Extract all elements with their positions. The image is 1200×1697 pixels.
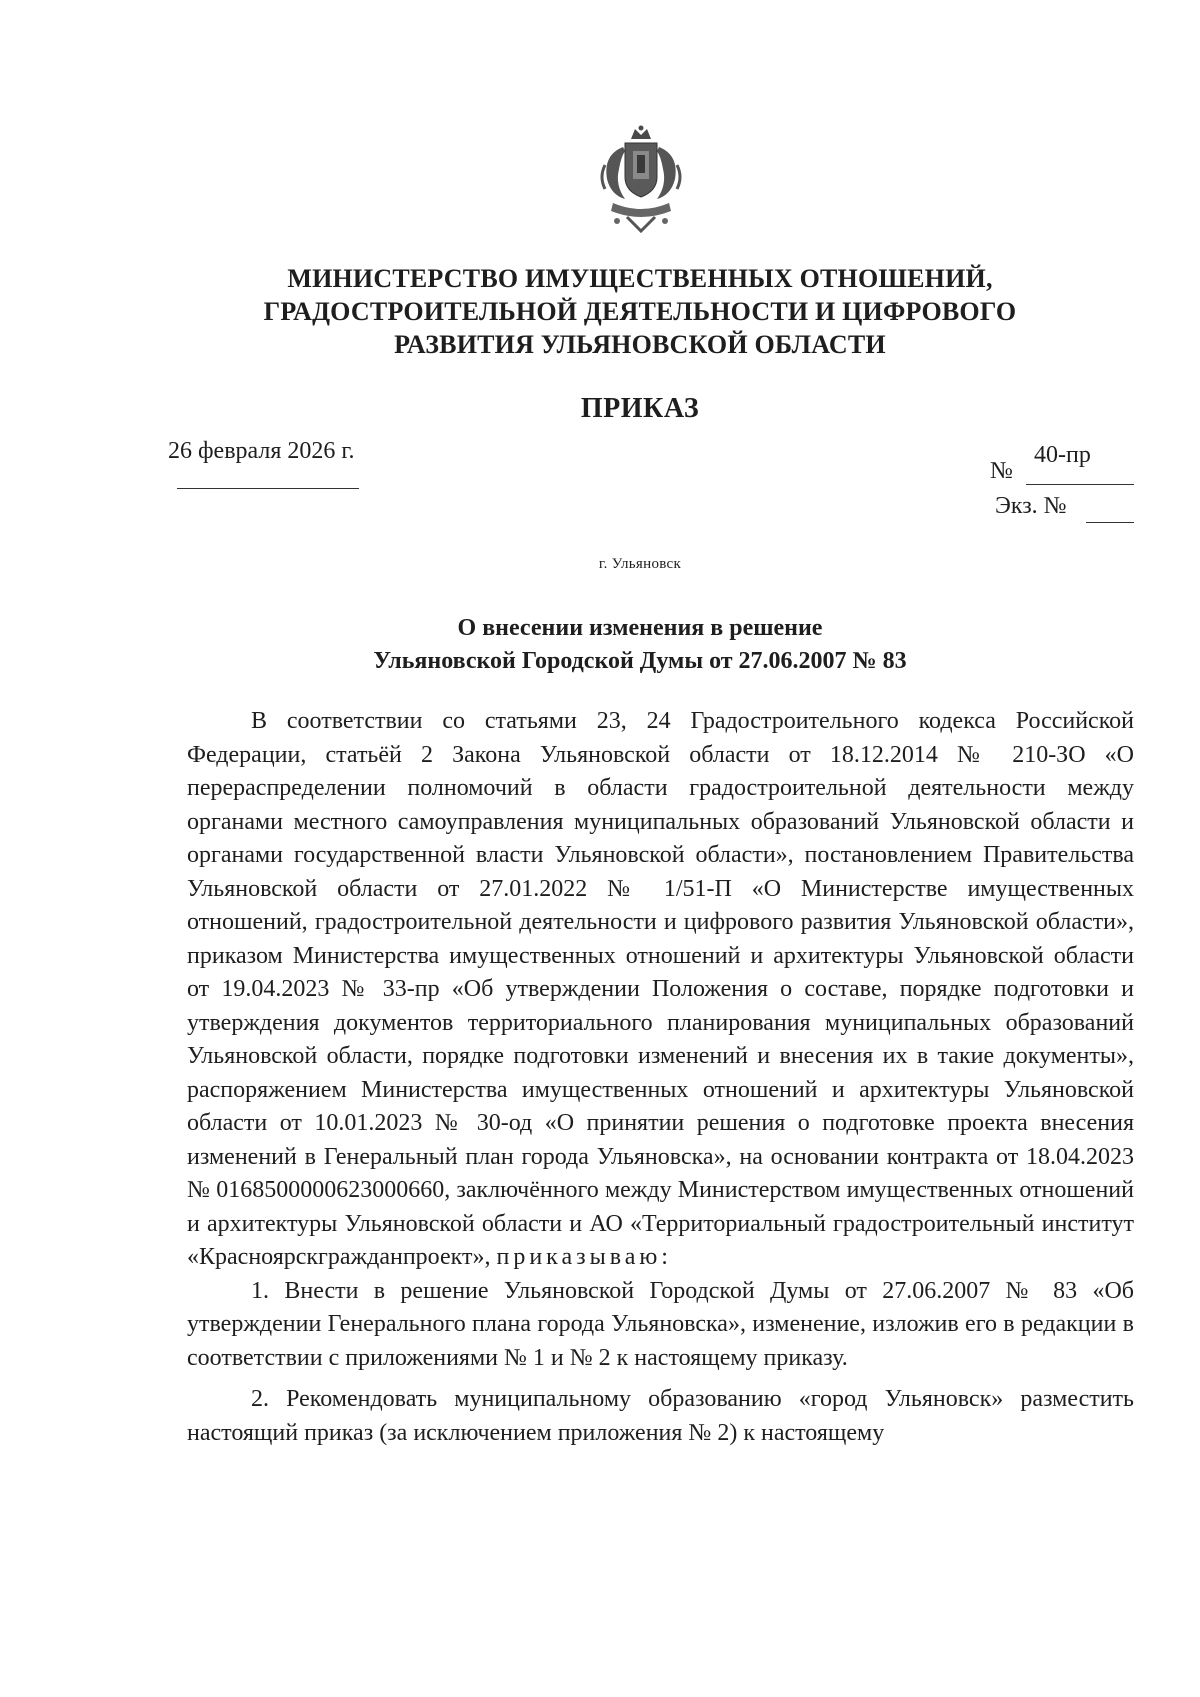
document-body bbox=[187, 705, 1134, 1450]
ministry-name bbox=[200, 262, 1080, 361]
copy-number-label: Экз. № bbox=[995, 493, 1067, 519]
order-word: приказываю: bbox=[496, 1244, 672, 1270]
order-item-2: 2. Рекомендовать муниципальному образованию «город Ульяновск» разместить настоящий приказ (за исключением приложения № 2) к настоящему bbox=[187, 1386, 1134, 1446]
document-date: 26 февраля 2026 г. bbox=[168, 438, 355, 464]
subject-line: Ульяновской Городской Думы от 27.06.2007 № 83 bbox=[373, 648, 907, 674]
preamble-paragraph bbox=[187, 705, 1134, 1275]
copy-number-underline bbox=[1086, 522, 1134, 523]
number-underline bbox=[1026, 484, 1134, 485]
ministry-name-line: РАЗВИТИЯ УЛЬЯНОВСКОЙ ОБЛАСТИ bbox=[394, 330, 886, 359]
document-type-title: ПРИКАЗ bbox=[580, 393, 700, 424]
number-sign: № bbox=[990, 458, 1013, 484]
city: г. Ульяновск bbox=[598, 556, 682, 572]
ministry-name-line: МИНИСТЕРСТВО ИМУЩЕСТВЕННЫХ ОТНОШЕНИЙ, bbox=[287, 264, 993, 293]
order-item-1: 1. Внести в решение Ульяновской Городской Думы от 27.06.2007 № 83 «Об утверждении Генерального плана города Ульяновска», изменение, изложив его в редакции в соответствии с приложениями № 1 и № 2 к настоящему приказу. bbox=[187, 1277, 1134, 1371]
coat-of-arms-icon bbox=[597, 125, 685, 233]
date-underline bbox=[177, 488, 359, 489]
ministry-name-line: ГРАДОСТРОИТЕЛЬНОЙ ДЕЯТЕЛЬНОСТИ И ЦИФРОВОГО bbox=[263, 297, 1017, 326]
document-number: 40-пр bbox=[1034, 442, 1091, 468]
document-subject bbox=[200, 612, 1080, 678]
subject-line: О внесении изменения в решение bbox=[457, 615, 823, 641]
preamble-text: В соответствии со статьями 23, 24 Градостроительного кодекса Российской Федерации, статьёй 2 Закона Ульяновской области от 18.12.2014 № 210-ЗО «О перераспределении полномочий в области градостроительной деятельности между органами местного самоуправления муниципальных образований Ульяновской области и органами государственной власти Ульяновской области», постановлением Правительства Ульяновской области от 27.01.2022 № 1/51-П «О Министерстве имущественных отношений, градостроительной деятельности и цифрового развития Ульяновской области», приказом Министерства имущественных отношений и архитектуры Ульяновской области от 19.04.2023 № 33-пр «Об утверждении Положения о составе, порядке подготовки и утверждения документов территориального планирования муниципальных образований Ульяновской области, порядке подготовки изменений и внесения их в такие документы», распоряжением Министерства имущественных отношений и архитектуры Ульяновской области от 10.01.2023 № 30-од «О принятии решения о подготовке проекта внесения изменений в Генеральный план города Ульяновска», на основании контракта от 18.04.2023 № 0168500000623000660, заключённого между Министерством имущественных отношений и архитектуры Ульяновской области и АО «Территориальный градостроительный институт «Красноярскгражданпроект», bbox=[187, 708, 1134, 1270]
